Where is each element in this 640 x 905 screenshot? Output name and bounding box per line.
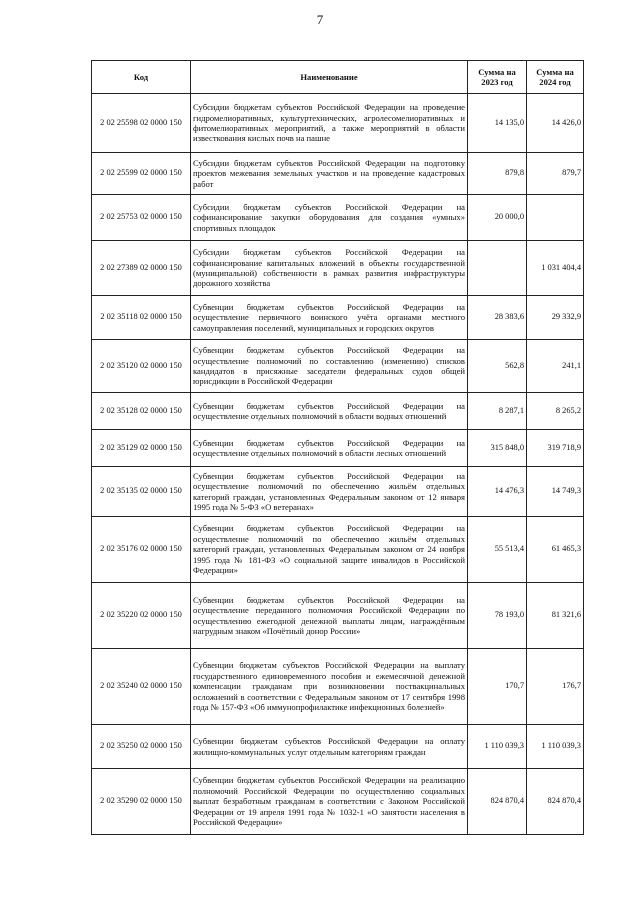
table-row: [92, 296, 584, 340]
row-name: Субвенции бюджетам субъектов Российской Федерации на осуществление полномочий по составлению (изменению) списков кандидатов в присяжные заседатели федеральных судов общей юрисдикции в Российской Федерации: [191, 340, 468, 393]
row-sum-2023: 28 383,6: [468, 296, 527, 340]
table-row: [92, 153, 584, 195]
row-code: 2 02 35118 02 0000 150: [92, 296, 191, 340]
row-name: Субсидии бюджетам субъектов Российской Федерации на подготовку проектов межевания земельных участков и на проведение кадастровых работ: [191, 153, 468, 195]
row-sum-2023: 78 193,0: [468, 583, 527, 649]
table-row: [92, 393, 584, 430]
row-code: 2 02 25753 02 0000 150: [92, 195, 191, 241]
row-sum-2024: 879,7: [527, 153, 584, 195]
table-row: [92, 769, 584, 835]
row-name: Субвенции бюджетам субъектов Российской Федерации на осуществление отдельных полномочий в области водных отношений: [191, 393, 468, 430]
row-code: 2 02 35120 02 0000 150: [92, 340, 191, 393]
row-sum-2024: 14 749,3: [527, 467, 584, 517]
budget-table: [91, 60, 584, 835]
row-name: Субвенции бюджетам субъектов Российской Федерации на реализацию полномочий Российской Федерации по осуществлению социальных выплат безработным гражданам в соответствии с Законом Российской Федерации от 19 апреля 1991 года № 1032-1 «О занятости населения в Российской Федерации»: [191, 769, 468, 835]
row-sum-2024: 8 265,2: [527, 393, 584, 430]
header-sum-2024: Сумма на 2024 год: [527, 61, 584, 94]
row-sum-2023: 315 848,0: [468, 430, 527, 467]
row-sum-2024: 824 870,4: [527, 769, 584, 835]
row-name: Субвенции бюджетам субъектов Российской Федерации на выплату государственного единовременного пособия и ежемесячной денежной компенсации гражданам при возникновении поствакцинальных осложнений в соответствии с Федеральным законом от 17 сентября 1998 года № 157-ФЗ «Об иммунопрофилактике инфекционных болезней»: [191, 649, 468, 725]
row-sum-2023: 55 513,4: [468, 517, 527, 583]
row-sum-2024: 241,1: [527, 340, 584, 393]
table-row: [92, 340, 584, 393]
table-row: [92, 430, 584, 467]
row-sum-2023: [468, 241, 527, 296]
table-row: [92, 467, 584, 517]
table-row: [92, 94, 584, 153]
table-row: [92, 583, 584, 649]
row-code: 2 02 35135 02 0000 150: [92, 467, 191, 517]
row-sum-2023: 879,8: [468, 153, 527, 195]
header-row: [92, 61, 584, 94]
row-name: Субвенции бюджетам субъектов Российской Федерации на осуществление полномочий по обеспечению жильём отдельных категорий граждан, установленных Федеральным законом от 12 января 1995 года № 5-ФЗ «О ветеранах»: [191, 467, 468, 517]
table-row: [92, 517, 584, 583]
row-sum-2023: 562,8: [468, 340, 527, 393]
row-sum-2023: 824 870,4: [468, 769, 527, 835]
row-sum-2023: 170,7: [468, 649, 527, 725]
row-name: Субсидии бюджетам субъектов Российской Федерации на софинансирование капитальных вложений в объекты государственной (муниципальной) собственности в рамках развития инфраструктуры дорожного хозяйства: [191, 241, 468, 296]
row-sum-2024: 81 321,6: [527, 583, 584, 649]
header-code: Код: [92, 61, 191, 94]
row-name: Субвенции бюджетам субъектов Российской Федерации на осуществление переданного полномочия Российской Федерации по осуществлению ежегодной денежной выплаты лицам, награждённым нагрудным знаком «Почётный донор России»: [191, 583, 468, 649]
row-code: 2 02 27389 02 0000 150: [92, 241, 191, 296]
row-sum-2023: 8 287,1: [468, 393, 527, 430]
header-sum-2023: Сумма на 2023 год: [468, 61, 527, 94]
row-name: Субсидии бюджетам субъектов Российской Федерации на проведение гидромелиоративных, культуртехнических, агролесомелиоративных и фитомелиоративных мероприятий, а также мероприятий в области известкования кислых почв на пашне: [191, 94, 468, 153]
row-sum-2024: 1 031 404,4: [527, 241, 584, 296]
row-sum-2024: [527, 195, 584, 241]
row-sum-2023: 14 476,3: [468, 467, 527, 517]
row-code: 2 02 25598 02 0000 150: [92, 94, 191, 153]
row-sum-2024: 14 426,0: [527, 94, 584, 153]
row-code: 2 02 35176 02 0000 150: [92, 517, 191, 583]
row-sum-2024: 319 718,9: [527, 430, 584, 467]
row-code: 2 02 35250 02 0000 150: [92, 725, 191, 769]
row-code: 2 02 35128 02 0000 150: [92, 393, 191, 430]
row-sum-2023: 20 000,0: [468, 195, 527, 241]
row-code: 2 02 35290 02 0000 150: [92, 769, 191, 835]
table-row: [92, 241, 584, 296]
table-row: [92, 195, 584, 241]
row-sum-2024: 29 332,9: [527, 296, 584, 340]
row-code: 2 02 35220 02 0000 150: [92, 583, 191, 649]
row-sum-2024: 1 110 039,3: [527, 725, 584, 769]
table-row: [92, 725, 584, 769]
row-sum-2023: 14 135,0: [468, 94, 527, 153]
row-sum-2024: 61 465,3: [527, 517, 584, 583]
row-name: Субсидии бюджетам субъектов Российской Федерации на софинансирование закупки оборудования для создания «умных» спортивных площадок: [191, 195, 468, 241]
row-name: Субвенции бюджетам субъектов Российской Федерации на оплату жилищно-коммунальных услуг отдельным категориям граждан: [191, 725, 468, 769]
header-name: Наименование: [191, 61, 468, 94]
table-row: [92, 649, 584, 725]
row-code: 2 02 35240 02 0000 150: [92, 649, 191, 725]
row-code: 2 02 25599 02 0000 150: [92, 153, 191, 195]
row-name: Субвенции бюджетам субъектов Российской Федерации на осуществление отдельных полномочий в области лесных отношений: [191, 430, 468, 467]
row-sum-2024: 176,7: [527, 649, 584, 725]
row-name: Субвенции бюджетам субъектов Российской Федерации на осуществление первичного воинского учёта органами местного самоуправления поселений, муниципальных и городских округов: [191, 296, 468, 340]
page-number: 7: [316, 12, 324, 27]
row-name: Субвенции бюджетам субъектов Российской Федерации на осуществление полномочий по обеспечению жильём отдельных категорий граждан, установленных Федеральным законом от 24 ноября 1995 года № 181-ФЗ «О социальной защите инвалидов в Российской Федерации»: [191, 517, 468, 583]
row-sum-2023: 1 110 039,3: [468, 725, 527, 769]
row-code: 2 02 35129 02 0000 150: [92, 430, 191, 467]
